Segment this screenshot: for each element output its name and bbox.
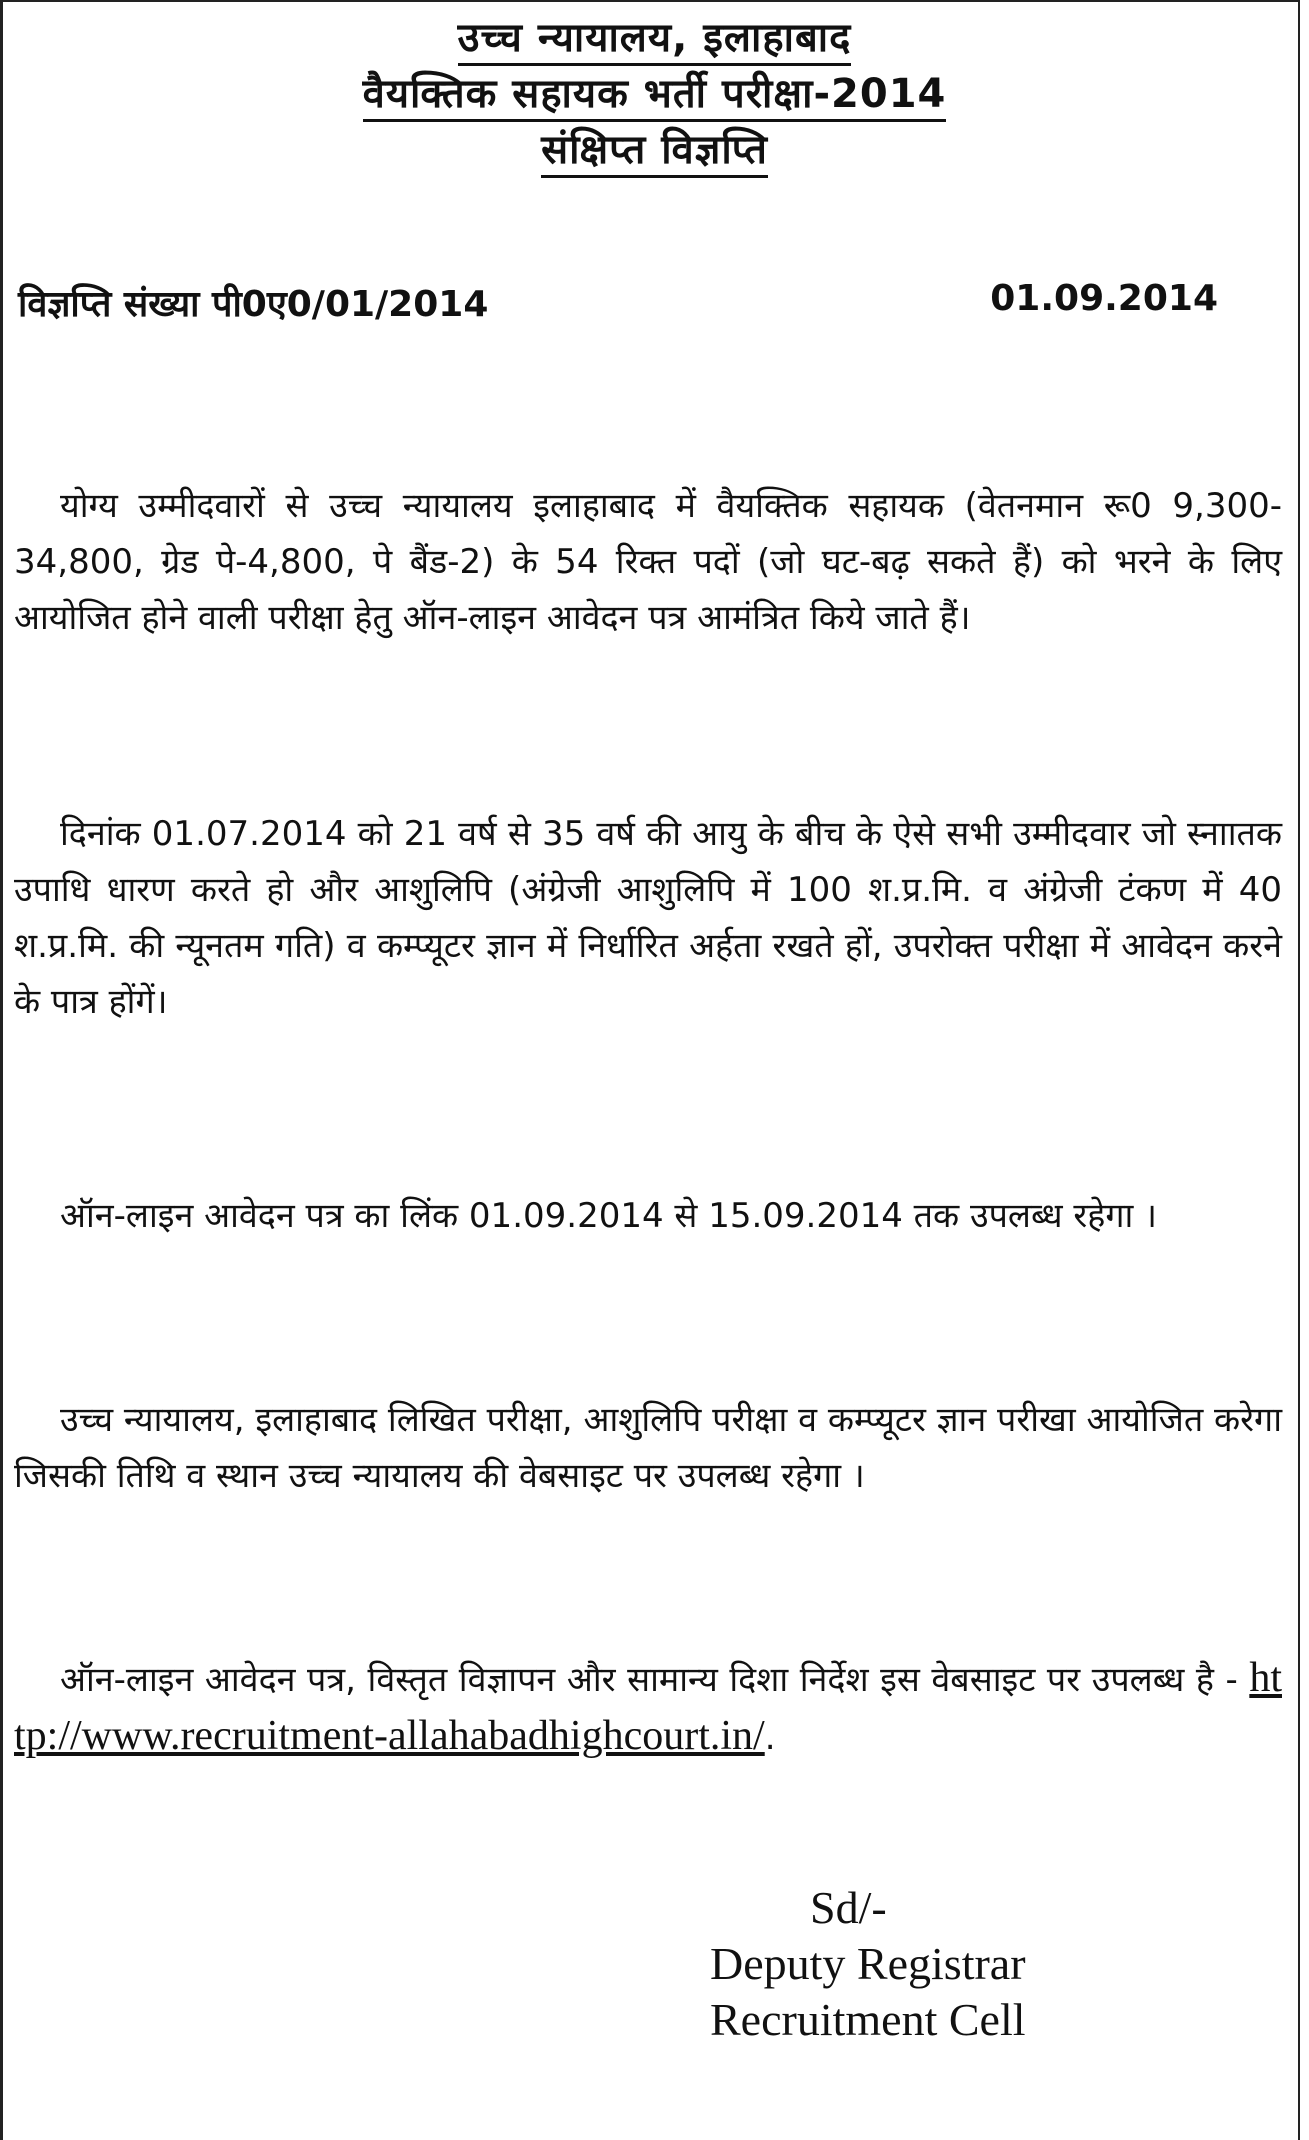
paragraph-exam-info: उच्च न्यायालय, इलाहाबाद लिखित परीक्षा, आशुलिपि परीक्षा व कम्प्यूटर ज्ञान परीखा आयोजित करेगा जिसकी तिथि व स्थान उच्च न्यायालय की वेबसाइट पर उपलब्ध रहेगा । — [14, 1400, 1282, 1496]
signatory-office: Recruitment Cell — [710, 1994, 1026, 2045]
signatory-designation: Deputy Registrar — [710, 1938, 1026, 1989]
notice-type-title: संक्षिप्त विज्ञप्ति — [0, 122, 1309, 178]
notice-number: विज्ञप्ति संख्या पी0ए0/01/2014 — [18, 284, 489, 325]
signature-block — [710, 1880, 1026, 2048]
paragraph-vacancy: योग्य उम्मीदवारों से उच्च न्यायालय इलाहाबाद में वैयक्तिक सहायक (वेतनमान रू0 9,300-34,800, ग्रेड पे-4,800, पे बैंड-2) के 54 रिक्त पदों (जो घट-बढ़ सकते हैं) को भरने के लिए आयोजित होने वाली परीक्षा हेतु ऑन-लाइन आवेदन पत्र आमंत्रित किये जाते हैं। — [14, 486, 1282, 638]
notice-header — [0, 10, 1309, 178]
notice-date: 01.09.2014 — [990, 278, 1218, 319]
paragraph-eligibility: दिनांक 01.07.2014 को 21 वर्ष से 35 वर्ष की आयु के बीच के ऐसे सभी उम्मीदवार जो स्नाातक उपाधि धारण करते हो और आशुलिपि (अंग्रेजी आशुलिपि में 100 श.प्र.मि. व अंग्रेजी टंकण में 40 श.प्र.मि. की न्यूनतम गति) व कम्प्यूटर ज्ञान में निर्धारित अर्हता रखते हों, उपरोक्त परीक्षा में आवेदन करने के पात्र होंगें। — [14, 814, 1282, 1022]
court-title: उच्च न्यायालय, इलाहाबाद — [0, 10, 1309, 66]
exam-title: वैयक्तिक सहायक भर्ती परीक्षा-2014 — [0, 66, 1309, 122]
signature-sd: Sd/- — [810, 1882, 887, 1933]
recruitment-website-link[interactable]: http://www.recruitment-allahabadhighcourt.in/ — [14, 1655, 1282, 1759]
paragraph-application-period: ऑन-लाइन आवेदन पत्र का लिंक 01.09.2014 से 15.09.2014 तक उपलब्ध रहेगा । — [60, 1196, 1157, 1236]
paragraph-website: ऑन-लाइन आवेदन पत्र, विस्तृत विज्ञापन और सामान्य दिशा निर्देश इस वेबसाइट पर उपलब्ध है - http://www.recruitment-allahabadhighcourt.in/. — [14, 1655, 1282, 1759]
notice-reference-row — [18, 278, 1218, 330]
